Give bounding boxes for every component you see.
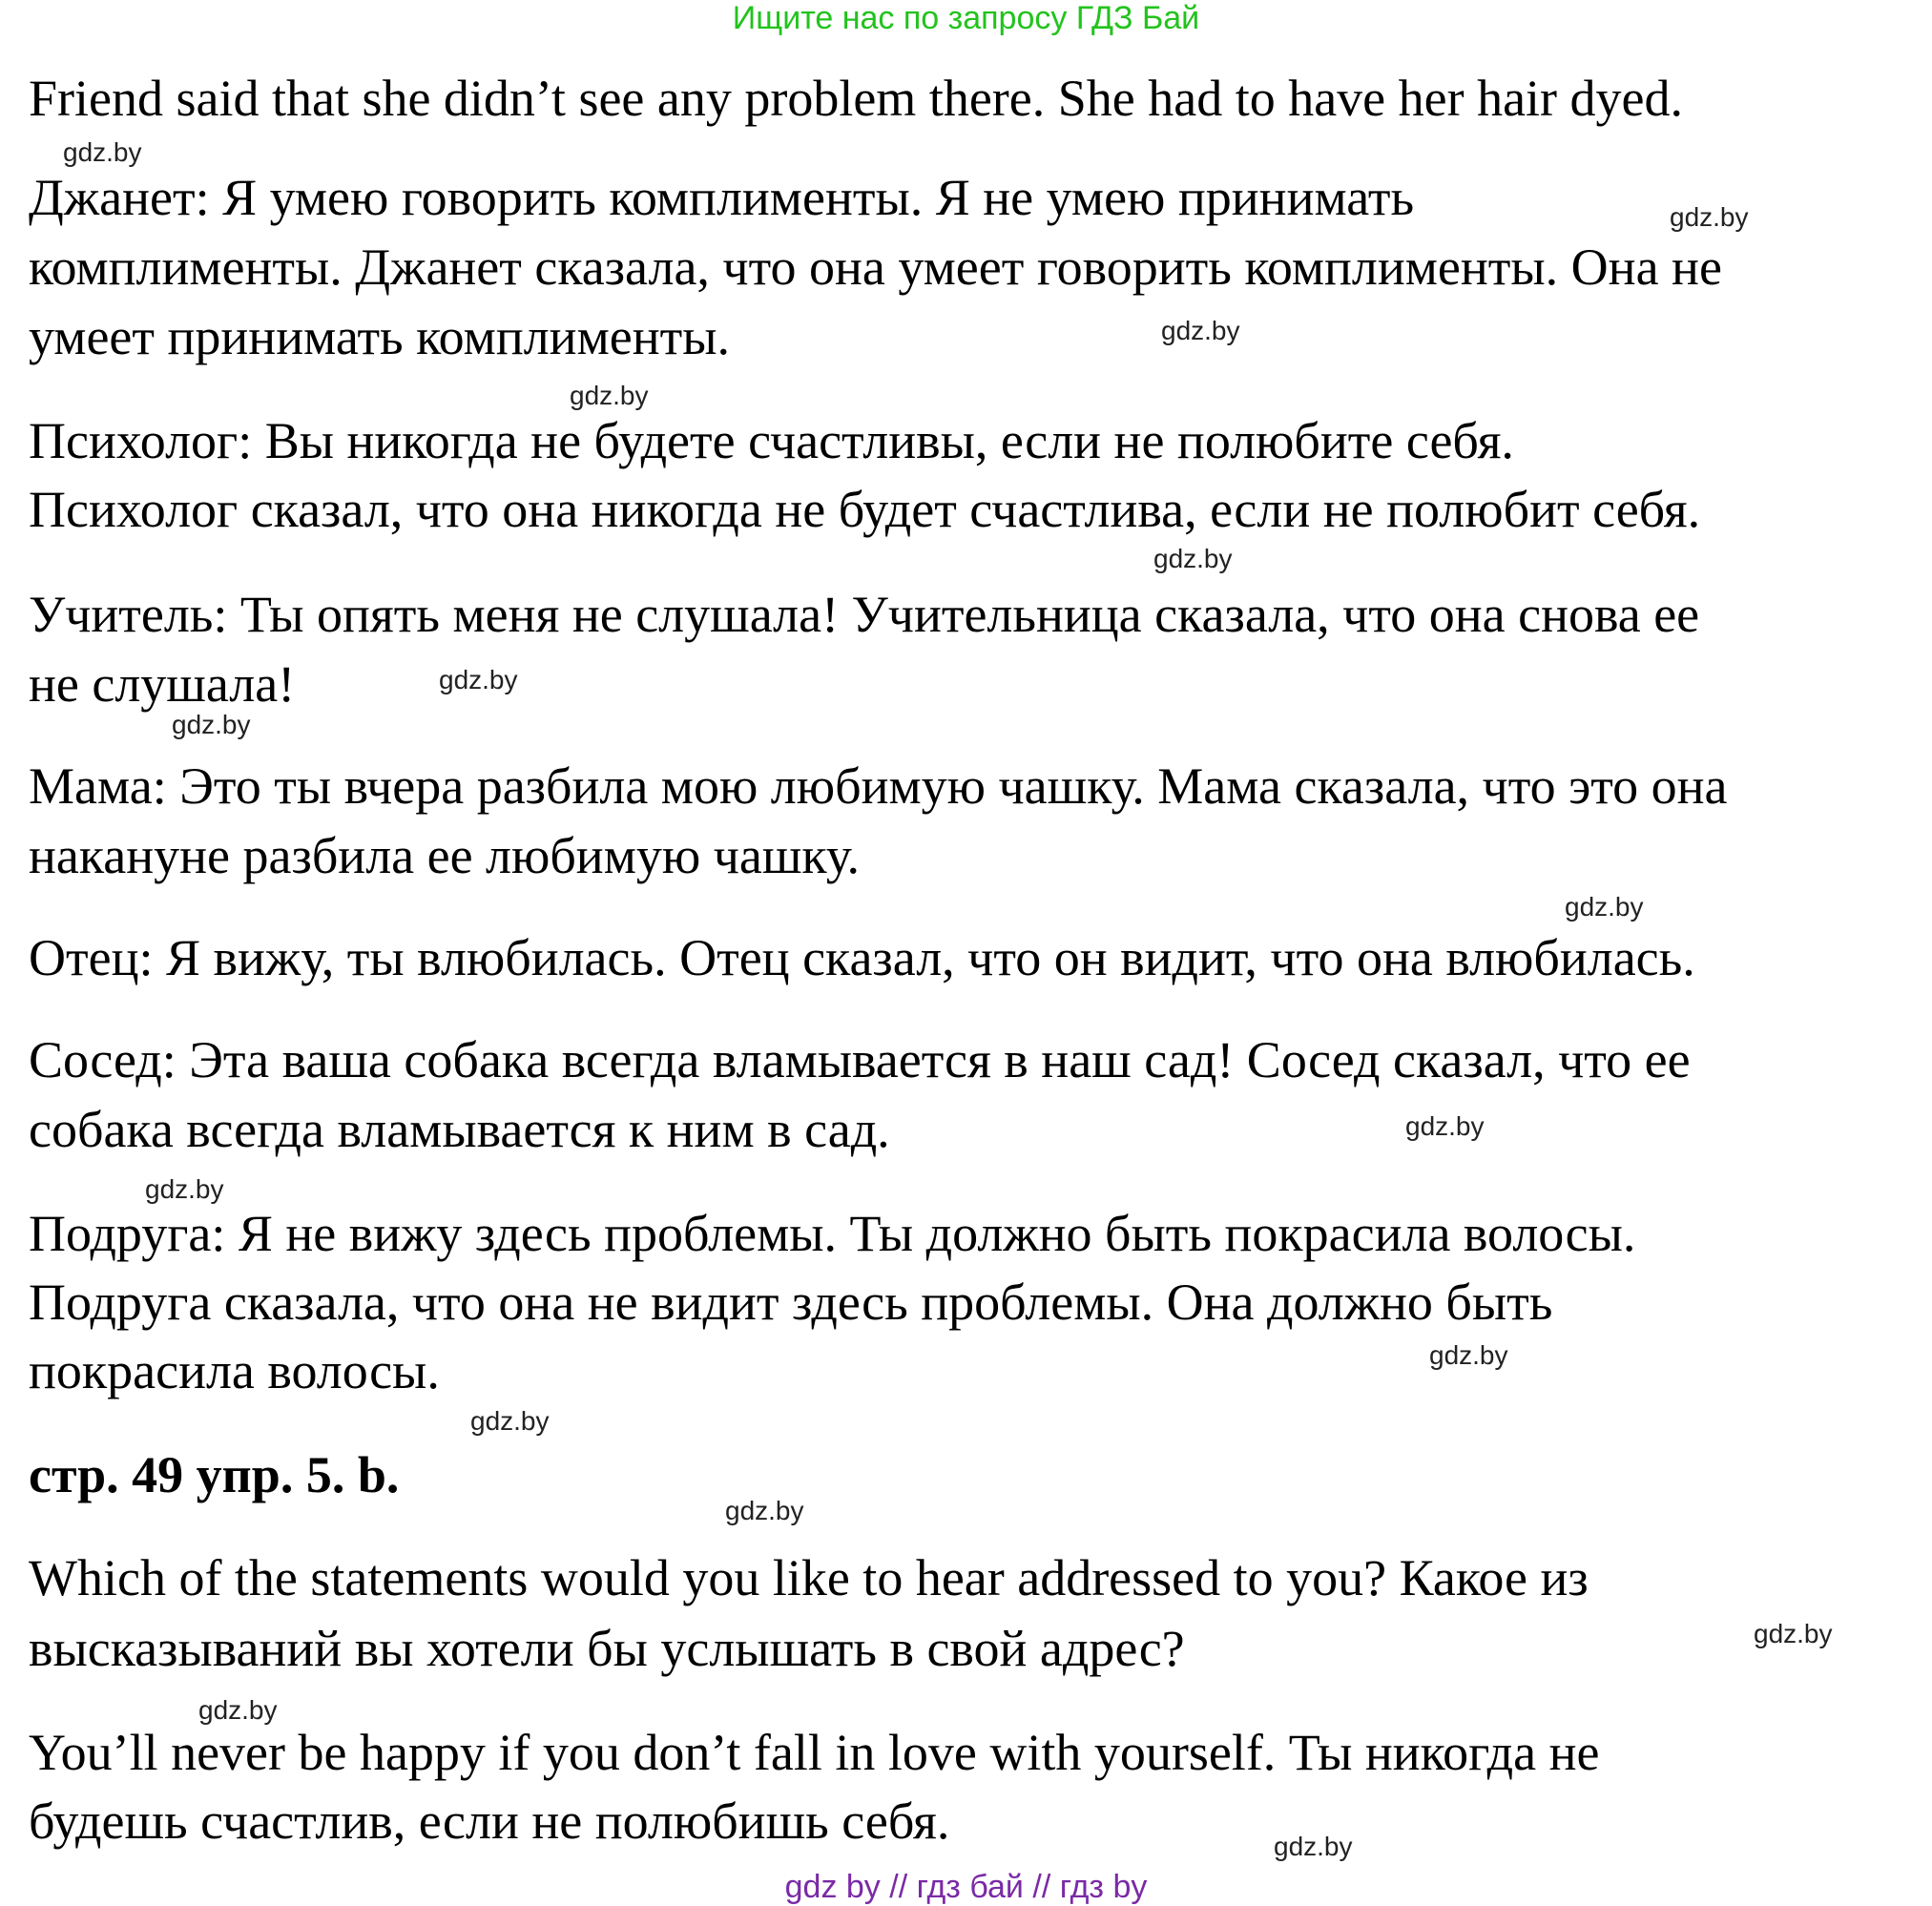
watermark: gdz.by [63,137,142,167]
text-line: Сосед: Эта ваша собака всегда вламывается в наш сад! Сосед сказал, что ее [29,1031,1691,1088]
watermark: gdz.by [570,381,649,410]
text-line: Отец: Я вижу, ты влюбилась. Отец сказал, что он видит, что она влюбилась. [29,929,1695,986]
watermark: gdz.by [145,1174,224,1204]
watermark: gdz.by [439,665,518,694]
text-line: накануне разбила ее любимую чашку. [29,827,860,884]
text-line: Which of the statements would you like to hear addressed to you? Какое из [29,1549,1589,1606]
text-line: Учитель: Ты опять меня не слушала! Учительница сказала, что она снова ее [29,586,1700,643]
text-line: Мама: Это ты вчера разбила мою любимую чашку. Мама сказала, что это она [29,757,1728,815]
watermark: gdz.by [172,710,251,739]
text-line: Подруга: Я не вижу здесь проблемы. Ты должно быть покрасила волосы. [29,1205,1636,1262]
text-line: Психолог: Вы никогда не будете счастливы, если не полюбите себя. [29,412,1514,469]
watermark: gdz.by [1161,316,1240,345]
section-heading: стр. 49 упр. 5. b. [29,1446,400,1503]
watermark: gdz.by [1565,892,1644,922]
watermark: gdz.by [1670,202,1749,232]
footer-banner: gdz by // гдз бай // гдз by [784,1869,1148,1905]
watermark: gdz.by [1405,1111,1485,1141]
watermark: gdz.by [1754,1619,1833,1648]
text-line: Friend said that she didn’t see any problem there. She had to have her hair dyed. [29,70,1684,127]
text-line: будешь счастлив, если не полюбишь себя. [29,1792,950,1850]
watermark: gdz.by [470,1406,550,1436]
text-line: Психолог сказал, что она никогда не будет счастлива, если не полюбит себя. [29,481,1701,538]
text-line: Подруга сказала, что она не видит здесь проблемы. Она должно быть [29,1274,1553,1331]
watermark: gdz.by [198,1695,278,1725]
watermark: gdz.by [725,1496,804,1525]
text-line: собака всегда вламывается к ним в сад. [29,1101,890,1158]
watermark: gdz.by [1429,1340,1508,1370]
text-line: Джанет: Я умею говорить комплименты. Я не умею принимать [29,169,1415,226]
watermark: gdz.by [1153,544,1233,573]
text-line: умеет принимать комплименты. [29,308,730,365]
text-line: комплименты. Джанет сказала, что она умеет говорить комплименты. Она не [29,238,1722,296]
watermark: gdz.by [1274,1832,1353,1861]
text-line: не слушала! [29,655,296,713]
text-line: You’ll never be happy if you don’t fall in love with yourself. Ты никогда не [29,1724,1600,1781]
text-line: высказываний вы хотели бы услышать в свой адрес? [29,1620,1185,1677]
text-line: покрасила волосы. [29,1342,440,1399]
header-banner: Ищите нас по запросу ГДЗ Бай [732,0,1200,36]
